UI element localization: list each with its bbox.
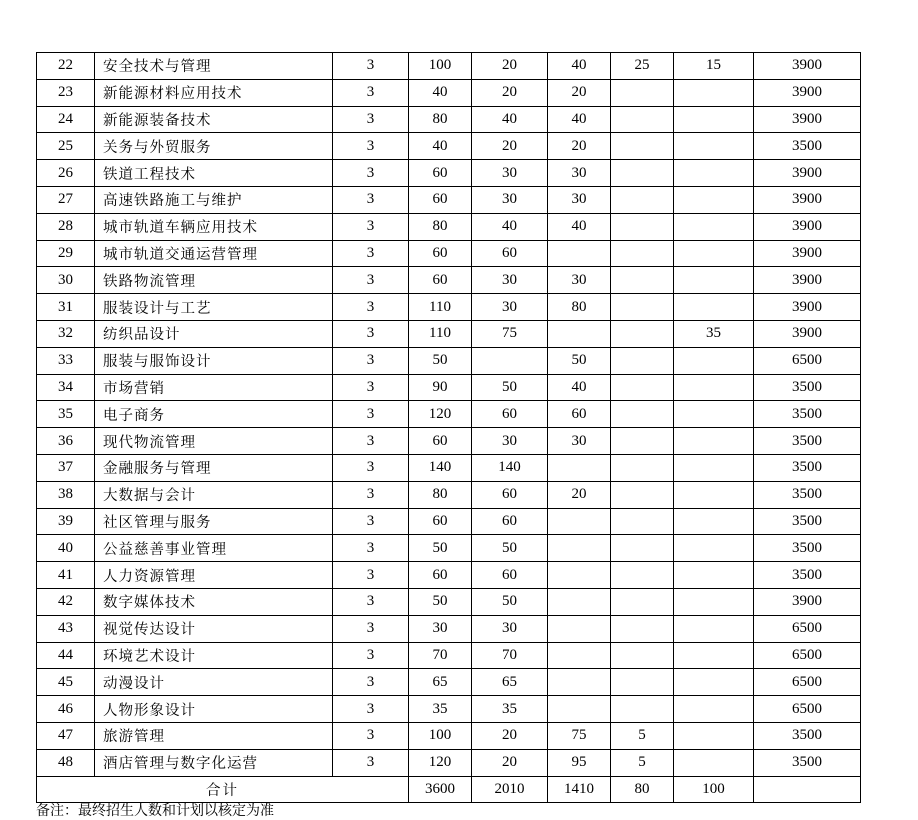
tuition-fee: 3500 (754, 428, 861, 455)
table-row (37, 588, 861, 615)
major-number: 28 (37, 213, 95, 240)
major-name: 关务与外贸服务 (95, 133, 333, 160)
category-3-count (611, 240, 674, 267)
table-row (37, 669, 861, 696)
category-2-count: 75 (548, 722, 611, 749)
category-2-count: 30 (548, 428, 611, 455)
category-2-count: 80 (548, 294, 611, 321)
category-1-count: 20 (472, 79, 548, 106)
duration-years: 3 (333, 401, 409, 428)
category-4-count (674, 588, 754, 615)
tuition-fee: 3900 (754, 186, 861, 213)
total-c2: 1410 (548, 776, 611, 803)
category-4-count (674, 454, 754, 481)
major-name: 人力资源管理 (95, 562, 333, 589)
category-2-count (548, 615, 611, 642)
category-2-count (548, 696, 611, 723)
major-name: 服装与服饰设计 (95, 347, 333, 374)
tuition-fee: 3900 (754, 53, 861, 80)
tuition-fee: 3900 (754, 106, 861, 133)
category-4-count (674, 213, 754, 240)
total-fee (754, 776, 861, 803)
tuition-fee: 3900 (754, 294, 861, 321)
category-3-count (611, 160, 674, 187)
category-4-count: 35 (674, 320, 754, 347)
category-3-count (611, 508, 674, 535)
table-row (37, 562, 861, 589)
table-row (37, 454, 861, 481)
category-2-count: 95 (548, 749, 611, 776)
duration-years: 3 (333, 669, 409, 696)
category-1-count: 60 (472, 508, 548, 535)
category-1-count: 50 (472, 588, 548, 615)
major-name: 电子商务 (95, 401, 333, 428)
total-label: 合计 (37, 776, 409, 803)
category-3-count (611, 588, 674, 615)
category-2-count: 30 (548, 160, 611, 187)
tuition-fee: 3500 (754, 374, 861, 401)
category-3-count (611, 535, 674, 562)
category-3-count (611, 347, 674, 374)
category-1-count (472, 347, 548, 374)
major-name: 旅游管理 (95, 722, 333, 749)
category-1-count: 20 (472, 133, 548, 160)
major-number: 47 (37, 722, 95, 749)
major-name: 现代物流管理 (95, 428, 333, 455)
total-c1: 2010 (472, 776, 548, 803)
duration-years: 3 (333, 160, 409, 187)
table-row (37, 133, 861, 160)
category-1-count: 20 (472, 53, 548, 80)
tuition-fee: 3500 (754, 133, 861, 160)
category-3-count (611, 374, 674, 401)
category-1-count: 30 (472, 294, 548, 321)
category-4-count (674, 106, 754, 133)
major-number: 25 (37, 133, 95, 160)
tuition-fee: 3500 (754, 481, 861, 508)
category-4-count (674, 401, 754, 428)
tuition-fee: 3900 (754, 79, 861, 106)
category-3-count (611, 454, 674, 481)
major-number: 24 (37, 106, 95, 133)
category-4-count (674, 535, 754, 562)
table-row (37, 481, 861, 508)
plan-count: 120 (409, 401, 472, 428)
tuition-fee: 3900 (754, 267, 861, 294)
major-number: 48 (37, 749, 95, 776)
duration-years: 3 (333, 588, 409, 615)
category-3-count (611, 481, 674, 508)
plan-count: 60 (409, 508, 472, 535)
duration-years: 3 (333, 562, 409, 589)
duration-years: 3 (333, 749, 409, 776)
plan-count: 60 (409, 240, 472, 267)
plan-count: 80 (409, 106, 472, 133)
table-row (37, 428, 861, 455)
plan-count: 30 (409, 615, 472, 642)
major-number: 22 (37, 53, 95, 80)
category-4-count (674, 508, 754, 535)
duration-years: 3 (333, 696, 409, 723)
major-number: 33 (37, 347, 95, 374)
table-row (37, 508, 861, 535)
category-3-count (611, 79, 674, 106)
table-row (37, 213, 861, 240)
major-name: 视觉传达设计 (95, 615, 333, 642)
table-row (37, 749, 861, 776)
category-2-count: 30 (548, 267, 611, 294)
tuition-fee: 3900 (754, 160, 861, 187)
plan-count: 110 (409, 320, 472, 347)
table-row (37, 320, 861, 347)
duration-years: 3 (333, 481, 409, 508)
duration-years: 3 (333, 294, 409, 321)
category-2-count: 60 (548, 401, 611, 428)
tuition-fee: 3500 (754, 749, 861, 776)
footnote: 备注：最终招生人数和计划以核定为准 (36, 803, 274, 819)
category-1-count: 70 (472, 642, 548, 669)
table-row (37, 240, 861, 267)
duration-years: 3 (333, 508, 409, 535)
category-4-count (674, 615, 754, 642)
category-1-count: 60 (472, 240, 548, 267)
major-name: 城市轨道交通运营管理 (95, 240, 333, 267)
table-row (37, 615, 861, 642)
category-3-count (611, 133, 674, 160)
total-c4: 100 (674, 776, 754, 803)
major-name: 铁路物流管理 (95, 267, 333, 294)
plan-count: 90 (409, 374, 472, 401)
duration-years: 3 (333, 428, 409, 455)
category-4-count (674, 79, 754, 106)
category-1-count: 35 (472, 696, 548, 723)
tuition-fee: 3500 (754, 508, 861, 535)
category-3-count (611, 213, 674, 240)
major-number: 46 (37, 696, 95, 723)
duration-years: 3 (333, 722, 409, 749)
category-4-count (674, 160, 754, 187)
category-1-count: 40 (472, 213, 548, 240)
plan-count: 60 (409, 160, 472, 187)
plan-count: 60 (409, 562, 472, 589)
category-3-count (611, 186, 674, 213)
plan-count: 120 (409, 749, 472, 776)
major-name: 安全技术与管理 (95, 53, 333, 80)
tuition-fee: 6500 (754, 615, 861, 642)
category-3-count (611, 669, 674, 696)
category-4-count (674, 374, 754, 401)
major-number: 32 (37, 320, 95, 347)
category-3-count (611, 294, 674, 321)
duration-years: 3 (333, 186, 409, 213)
plan-count: 100 (409, 53, 472, 80)
category-1-count: 60 (472, 481, 548, 508)
duration-years: 3 (333, 642, 409, 669)
plan-count: 70 (409, 642, 472, 669)
major-number: 30 (37, 267, 95, 294)
total-plan: 3600 (409, 776, 472, 803)
major-number: 35 (37, 401, 95, 428)
plan-count: 40 (409, 79, 472, 106)
category-2-count (548, 642, 611, 669)
category-4-count: 15 (674, 53, 754, 80)
table-row (37, 106, 861, 133)
major-name: 新能源装备技术 (95, 106, 333, 133)
plan-count: 100 (409, 722, 472, 749)
table-row (37, 160, 861, 187)
plan-count: 50 (409, 347, 472, 374)
tuition-fee: 3500 (754, 401, 861, 428)
category-2-count: 40 (548, 374, 611, 401)
major-number: 34 (37, 374, 95, 401)
table-row (37, 696, 861, 723)
category-1-count: 30 (472, 615, 548, 642)
plan-count: 40 (409, 133, 472, 160)
category-4-count (674, 481, 754, 508)
table-row (37, 294, 861, 321)
major-number: 31 (37, 294, 95, 321)
major-name: 公益慈善事业管理 (95, 535, 333, 562)
category-3-count: 5 (611, 749, 674, 776)
table-row (37, 267, 861, 294)
category-1-count: 30 (472, 186, 548, 213)
category-3-count: 25 (611, 53, 674, 80)
category-3-count (611, 642, 674, 669)
category-1-count: 65 (472, 669, 548, 696)
tuition-fee: 6500 (754, 347, 861, 374)
major-number: 23 (37, 79, 95, 106)
category-4-count (674, 562, 754, 589)
major-number: 37 (37, 454, 95, 481)
duration-years: 3 (333, 79, 409, 106)
major-name: 纺织品设计 (95, 320, 333, 347)
category-1-count: 30 (472, 267, 548, 294)
plan-count: 35 (409, 696, 472, 723)
major-name: 新能源材料应用技术 (95, 79, 333, 106)
enrollment-plan-table (36, 52, 861, 803)
category-4-count (674, 642, 754, 669)
category-1-count: 20 (472, 722, 548, 749)
table-row (37, 722, 861, 749)
tuition-fee: 6500 (754, 669, 861, 696)
category-2-count (548, 588, 611, 615)
category-4-count (674, 669, 754, 696)
category-4-count (674, 240, 754, 267)
major-number: 38 (37, 481, 95, 508)
table-row (37, 401, 861, 428)
duration-years: 3 (333, 374, 409, 401)
category-3-count (611, 106, 674, 133)
major-number: 40 (37, 535, 95, 562)
table-row (37, 347, 861, 374)
major-name: 人物形象设计 (95, 696, 333, 723)
major-number: 45 (37, 669, 95, 696)
tuition-fee: 3500 (754, 722, 861, 749)
duration-years: 3 (333, 347, 409, 374)
major-number: 41 (37, 562, 95, 589)
table-row (37, 642, 861, 669)
major-number: 42 (37, 588, 95, 615)
major-number: 44 (37, 642, 95, 669)
duration-years: 3 (333, 240, 409, 267)
category-1-count: 30 (472, 160, 548, 187)
duration-years: 3 (333, 454, 409, 481)
category-4-count (674, 186, 754, 213)
tuition-fee: 3900 (754, 213, 861, 240)
tuition-fee: 3500 (754, 562, 861, 589)
plan-count: 50 (409, 535, 472, 562)
duration-years: 3 (333, 106, 409, 133)
major-number: 36 (37, 428, 95, 455)
category-4-count (674, 749, 754, 776)
major-name: 动漫设计 (95, 669, 333, 696)
category-2-count: 20 (548, 481, 611, 508)
category-2-count (548, 454, 611, 481)
major-name: 环境艺术设计 (95, 642, 333, 669)
major-number: 27 (37, 186, 95, 213)
total-c3: 80 (611, 776, 674, 803)
category-4-count (674, 267, 754, 294)
category-2-count (548, 240, 611, 267)
category-2-count (548, 562, 611, 589)
category-3-count (611, 696, 674, 723)
tuition-fee: 3500 (754, 535, 861, 562)
tuition-fee: 6500 (754, 642, 861, 669)
category-1-count: 140 (472, 454, 548, 481)
major-name: 高速铁路施工与维护 (95, 186, 333, 213)
category-3-count (611, 401, 674, 428)
major-number: 26 (37, 160, 95, 187)
category-4-count (674, 347, 754, 374)
duration-years: 3 (333, 53, 409, 80)
category-3-count (611, 320, 674, 347)
category-2-count (548, 669, 611, 696)
total-row (37, 776, 861, 803)
table-row (37, 186, 861, 213)
category-1-count: 30 (472, 428, 548, 455)
category-3-count (611, 615, 674, 642)
major-name: 数字媒体技术 (95, 588, 333, 615)
category-2-count: 40 (548, 213, 611, 240)
major-number: 39 (37, 508, 95, 535)
major-name: 城市轨道车辆应用技术 (95, 213, 333, 240)
category-1-count: 60 (472, 401, 548, 428)
category-1-count: 50 (472, 535, 548, 562)
tuition-fee: 3900 (754, 240, 861, 267)
category-1-count: 50 (472, 374, 548, 401)
category-2-count: 40 (548, 106, 611, 133)
plan-count: 80 (409, 481, 472, 508)
major-name: 酒店管理与数字化运营 (95, 749, 333, 776)
tuition-fee: 3900 (754, 588, 861, 615)
major-name: 市场营销 (95, 374, 333, 401)
tuition-fee: 3500 (754, 454, 861, 481)
category-2-count: 30 (548, 186, 611, 213)
table-row (37, 79, 861, 106)
duration-years: 3 (333, 213, 409, 240)
major-name: 大数据与会计 (95, 481, 333, 508)
category-1-count: 20 (472, 749, 548, 776)
table-row (37, 374, 861, 401)
category-4-count (674, 294, 754, 321)
category-2-count (548, 508, 611, 535)
category-4-count (674, 133, 754, 160)
duration-years: 3 (333, 320, 409, 347)
duration-years: 3 (333, 615, 409, 642)
major-name: 金融服务与管理 (95, 454, 333, 481)
category-1-count: 40 (472, 106, 548, 133)
duration-years: 3 (333, 535, 409, 562)
category-2-count (548, 535, 611, 562)
plan-count: 60 (409, 267, 472, 294)
tuition-fee: 6500 (754, 696, 861, 723)
category-2-count: 20 (548, 133, 611, 160)
plan-count: 60 (409, 428, 472, 455)
category-3-count (611, 267, 674, 294)
plan-count: 140 (409, 454, 472, 481)
category-1-count: 75 (472, 320, 548, 347)
category-3-count: 5 (611, 722, 674, 749)
tuition-fee: 3900 (754, 320, 861, 347)
major-number: 29 (37, 240, 95, 267)
category-1-count: 60 (472, 562, 548, 589)
plan-count: 50 (409, 588, 472, 615)
major-name: 服装设计与工艺 (95, 294, 333, 321)
major-name: 铁道工程技术 (95, 160, 333, 187)
category-4-count (674, 722, 754, 749)
category-3-count (611, 562, 674, 589)
duration-years: 3 (333, 133, 409, 160)
table-row (37, 53, 861, 80)
category-4-count (674, 428, 754, 455)
plan-count: 110 (409, 294, 472, 321)
category-2-count: 40 (548, 53, 611, 80)
category-2-count: 20 (548, 79, 611, 106)
plan-count: 65 (409, 669, 472, 696)
category-3-count (611, 428, 674, 455)
plan-count: 60 (409, 186, 472, 213)
major-name: 社区管理与服务 (95, 508, 333, 535)
duration-years: 3 (333, 267, 409, 294)
plan-count: 80 (409, 213, 472, 240)
category-2-count (548, 320, 611, 347)
major-number: 43 (37, 615, 95, 642)
table-row (37, 535, 861, 562)
category-2-count: 50 (548, 347, 611, 374)
category-4-count (674, 696, 754, 723)
